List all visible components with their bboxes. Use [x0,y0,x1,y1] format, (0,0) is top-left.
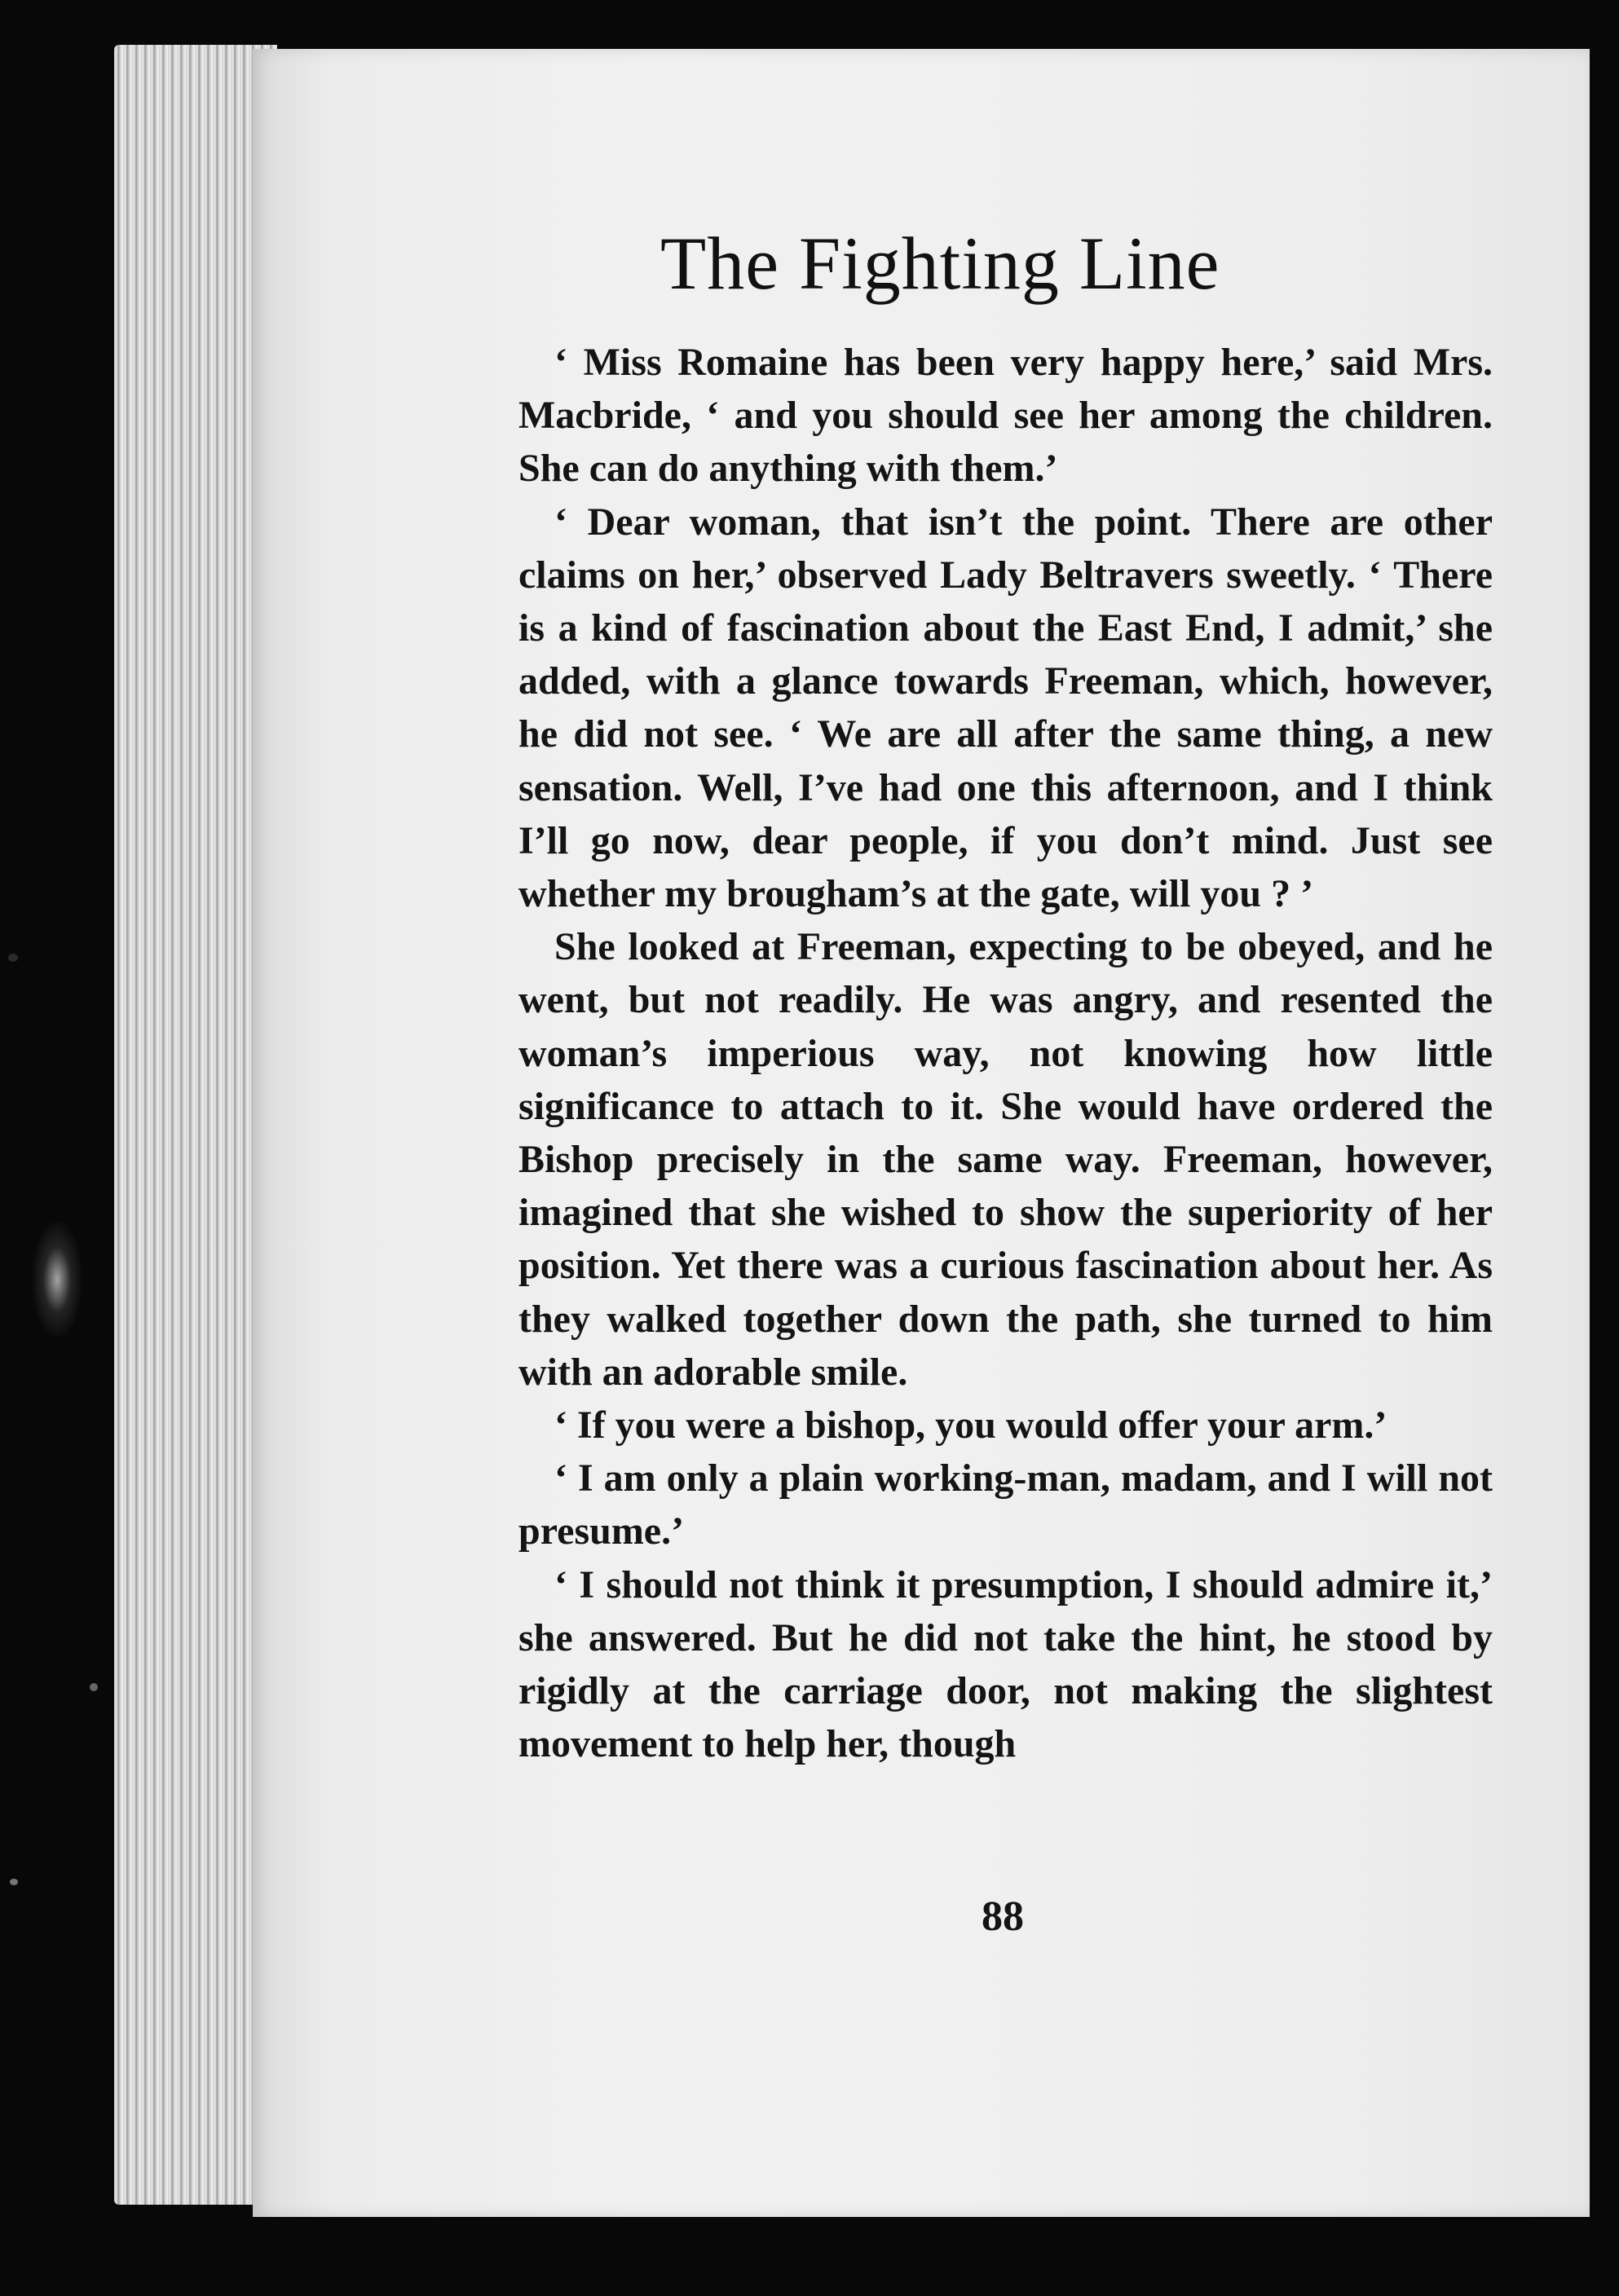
scan-speck [90,1683,98,1691]
paragraph: ‘ Miss Romaine has been very happy here,’ said Mrs. Macbride, ‘ and you should see her among the children. She can do anything with them.’ [518,341,1493,491]
running-head: The Fighting Line [660,222,1220,305]
paragraph: ‘ If you were a bishop, you would offer your arm.’ [554,1404,1387,1448]
paragraph: ‘ Dear woman, that isn’t the point. There are other claims on her,’ observed Lady Beltravers sweetly. ‘ There is a kind of fascination about the East End, I admit,’ she added, with a glance towards Freeman, which, however, he did not see. ‘ We are all after the same thing, a new sensation. Well, I’ve had one this afternoon, and I think I’ll go now, dear people, if you don’t mind. Just see whether my brougham’s at the gate, will you ? ’ [518,500,1493,916]
paragraph: She looked at Freeman, expecting to be obeyed, and he went, but not readily. He was angry, and resented the woman’s imperious way, not knowing how little significance to attach to it. She would have ordered the Bishop precisely in the same way. Freeman, however, imagined that she wished to show the superiority of her position. Yet there was a curious fascination about her. As they walked together down the path, she turned to him with an adorable smile. [518,925,1493,1394]
scan-speck [8,954,18,962]
body-text [518,336,1493,1770]
scan-speck [10,1879,18,1885]
paragraph: ‘ I am only a plain working-man, madam, and I will not presume.’ [518,1456,1493,1553]
paragraph: ‘ I should not think it presumption, I should admire it,’ she answered. But he did not take the hint, he stood by rigidly at the carriage door, not making the slightest movement to help her, though [518,1562,1493,1766]
scan-glare [33,1223,82,1337]
page-number: 88 [982,1893,1024,1940]
